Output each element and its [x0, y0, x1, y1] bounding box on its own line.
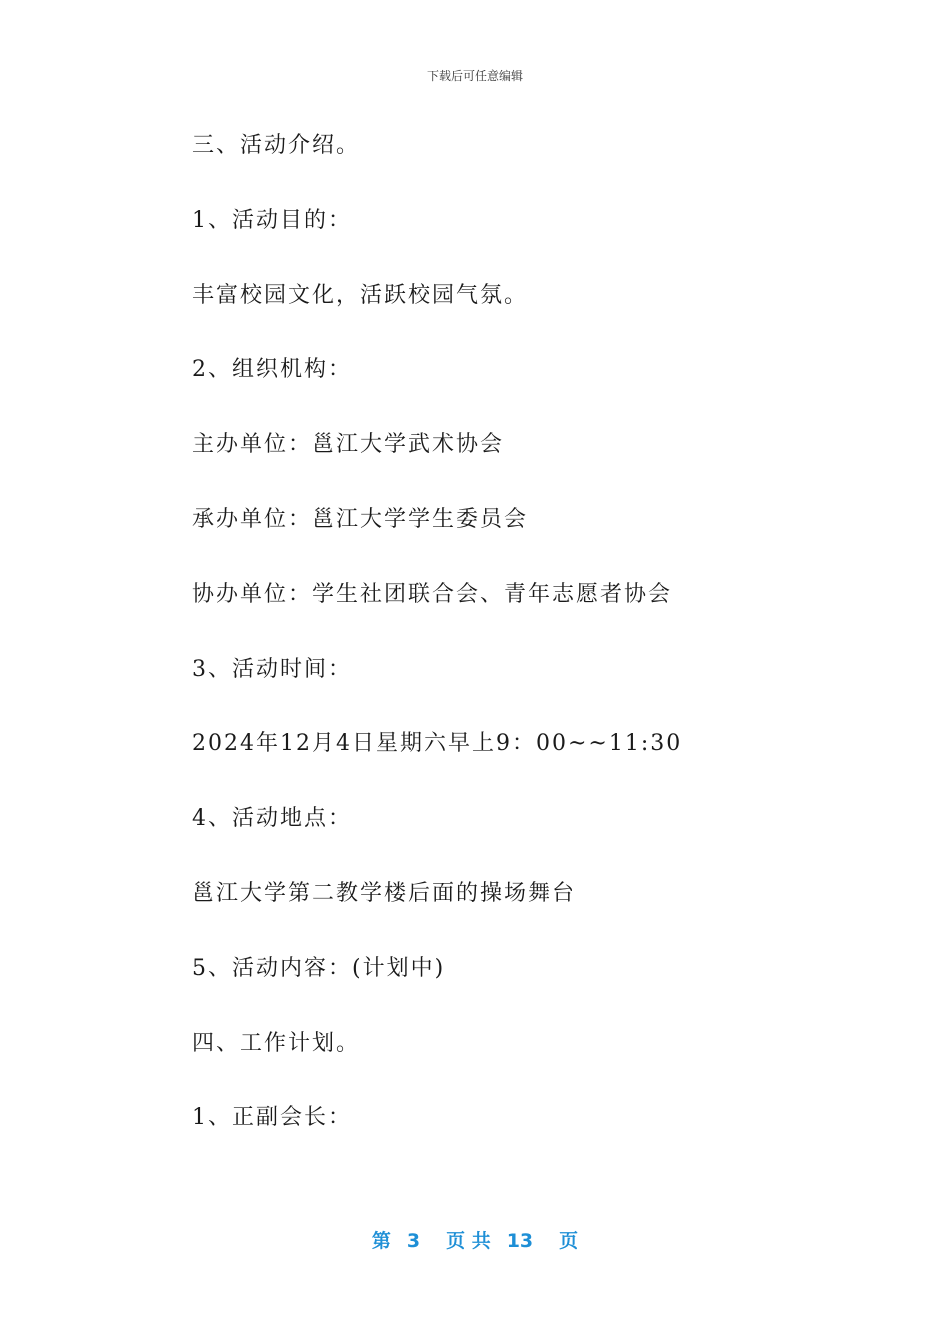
document-body [192, 128, 892, 1175]
paragraph-location: 邕江大学第二教学楼后面的操场舞台 [192, 880, 577, 906]
subheading-content: 5、活动内容：(计划中) [192, 955, 446, 981]
header-note: 下载后可任意编辑 [426, 69, 523, 83]
page-footer [0, 1226, 950, 1253]
paragraph-time: 2024年12月4日星期六早上9：00~~11:30 [192, 731, 683, 757]
section-heading-activity-intro: 三、活动介绍。 [192, 133, 361, 158]
subheading-presidents: 1、正副会长： [192, 1105, 352, 1131]
subheading-purpose: 1、活动目的： [192, 207, 352, 233]
paragraph-host: 主办单位：邕江大学武术协会 [192, 432, 505, 458]
footer-page-number: 3 [406, 1230, 421, 1252]
subheading-time: 3、活动时间： [192, 656, 352, 682]
footer-page-prefix: 第 [371, 1230, 391, 1252]
section-heading-work-plan: 四、工作计划。 [192, 1030, 361, 1056]
footer-page-middle: 页 共 [446, 1230, 491, 1252]
subheading-organization: 2、组织机构： [192, 357, 352, 383]
subheading-location: 4、活动地点： [192, 806, 352, 832]
footer-total-pages: 13 [506, 1230, 534, 1252]
paragraph-purpose: 丰富校园文化，活跃校园气氛。 [192, 282, 529, 308]
footer-page-suffix: 页 [559, 1230, 579, 1252]
paragraph-organizer: 承办单位：邕江大学学生委员会 [192, 506, 529, 532]
paragraph-co-organizer: 协办单位：学生社团联合会、青年志愿者协会 [192, 581, 673, 607]
